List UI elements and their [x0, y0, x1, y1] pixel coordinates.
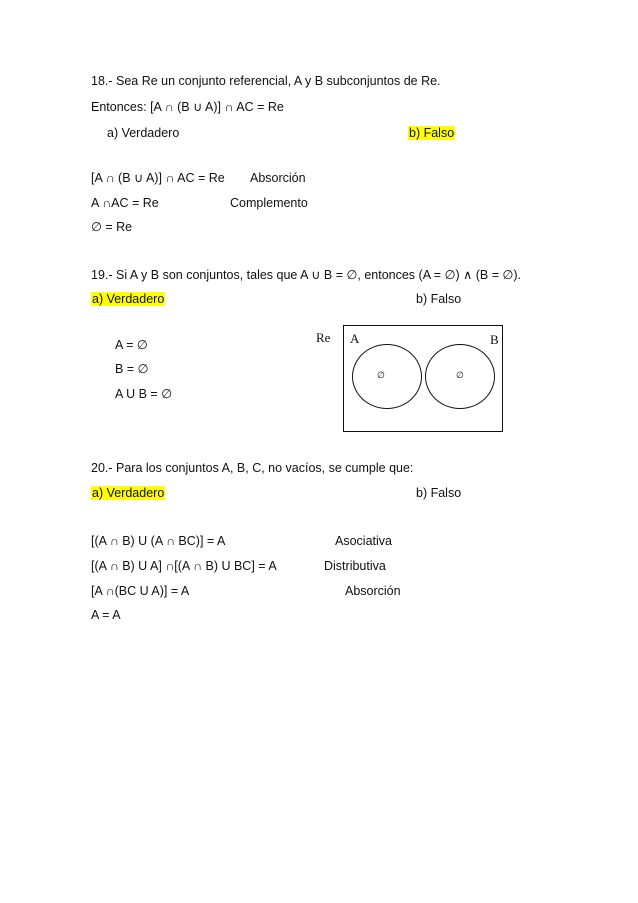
q18-expression: Entonces: [A ∩ (B ∪ A)] ∩ AC = Re [91, 100, 284, 114]
q20-step-2-expr: [(A ∩ B) U A] ∩[(A ∩ B) U BC] = A [91, 559, 277, 573]
q18-step-3-expr: ∅ = Re [91, 220, 133, 234]
venn-set-a-circle [352, 344, 422, 409]
q20-step-4-expr: A = A [91, 608, 121, 622]
q18-step-2-law: Complemento [230, 196, 308, 210]
q20-option-a [91, 485, 165, 501]
q19-step-3: A U B = ∅ [115, 387, 173, 401]
q19-option-a [91, 291, 165, 307]
q18-step-1-law: Absorción [250, 171, 306, 185]
q20-step-3-expr: [A ∩(BC U A)] = A [91, 584, 190, 598]
q18-option-b-highlight: b) Falso [409, 126, 455, 140]
q19-option-b: b) Falso [416, 292, 462, 306]
venn-set-a-empty-symbol: ∅ [377, 370, 385, 380]
q18-statement: 18.- Sea Re un conjunto referencial, A y B subconjuntos de Re. [91, 74, 441, 88]
q20-option-b: b) Falso [416, 486, 462, 500]
q18-option-b [408, 125, 455, 141]
q19-step-1: A = ∅ [115, 338, 148, 352]
q18-step-1-expr: [A ∩ (B ∪ A)] ∩ AC = Re [91, 171, 225, 185]
venn-universe-label: Re [316, 330, 331, 345]
q19-statement: 19.- Si A y B son conjuntos, tales que A ∪ B = ∅, entonces (A = ∅) ∧ (B = ∅). [91, 268, 521, 282]
q18-step-2-expr: A ∩AC = Re [91, 196, 159, 210]
venn-diagram [343, 325, 503, 432]
q20-step-3-law: Absorción [345, 584, 401, 598]
venn-set-b-empty-symbol: ∅ [456, 370, 464, 380]
q18-option-a: a) Verdadero [107, 126, 180, 140]
q19-step-2: B = ∅ [115, 362, 149, 376]
q20-statement: 20.- Para los conjuntos A, B, C, no vacíos, se cumple que: [91, 461, 414, 475]
venn-set-b-label: B [490, 332, 499, 347]
q20-option-a-highlight: a) Verdadero [92, 486, 165, 500]
q20-step-1-law: Asociativa [335, 534, 392, 548]
q19-option-a-highlight: a) Verdadero [92, 292, 165, 306]
q20-step-2-law: Distributiva [324, 559, 386, 573]
q20-step-1-expr: [(A ∩ B) U (A ∩ BC)] = A [91, 534, 226, 548]
venn-set-a-label: A [350, 331, 360, 346]
